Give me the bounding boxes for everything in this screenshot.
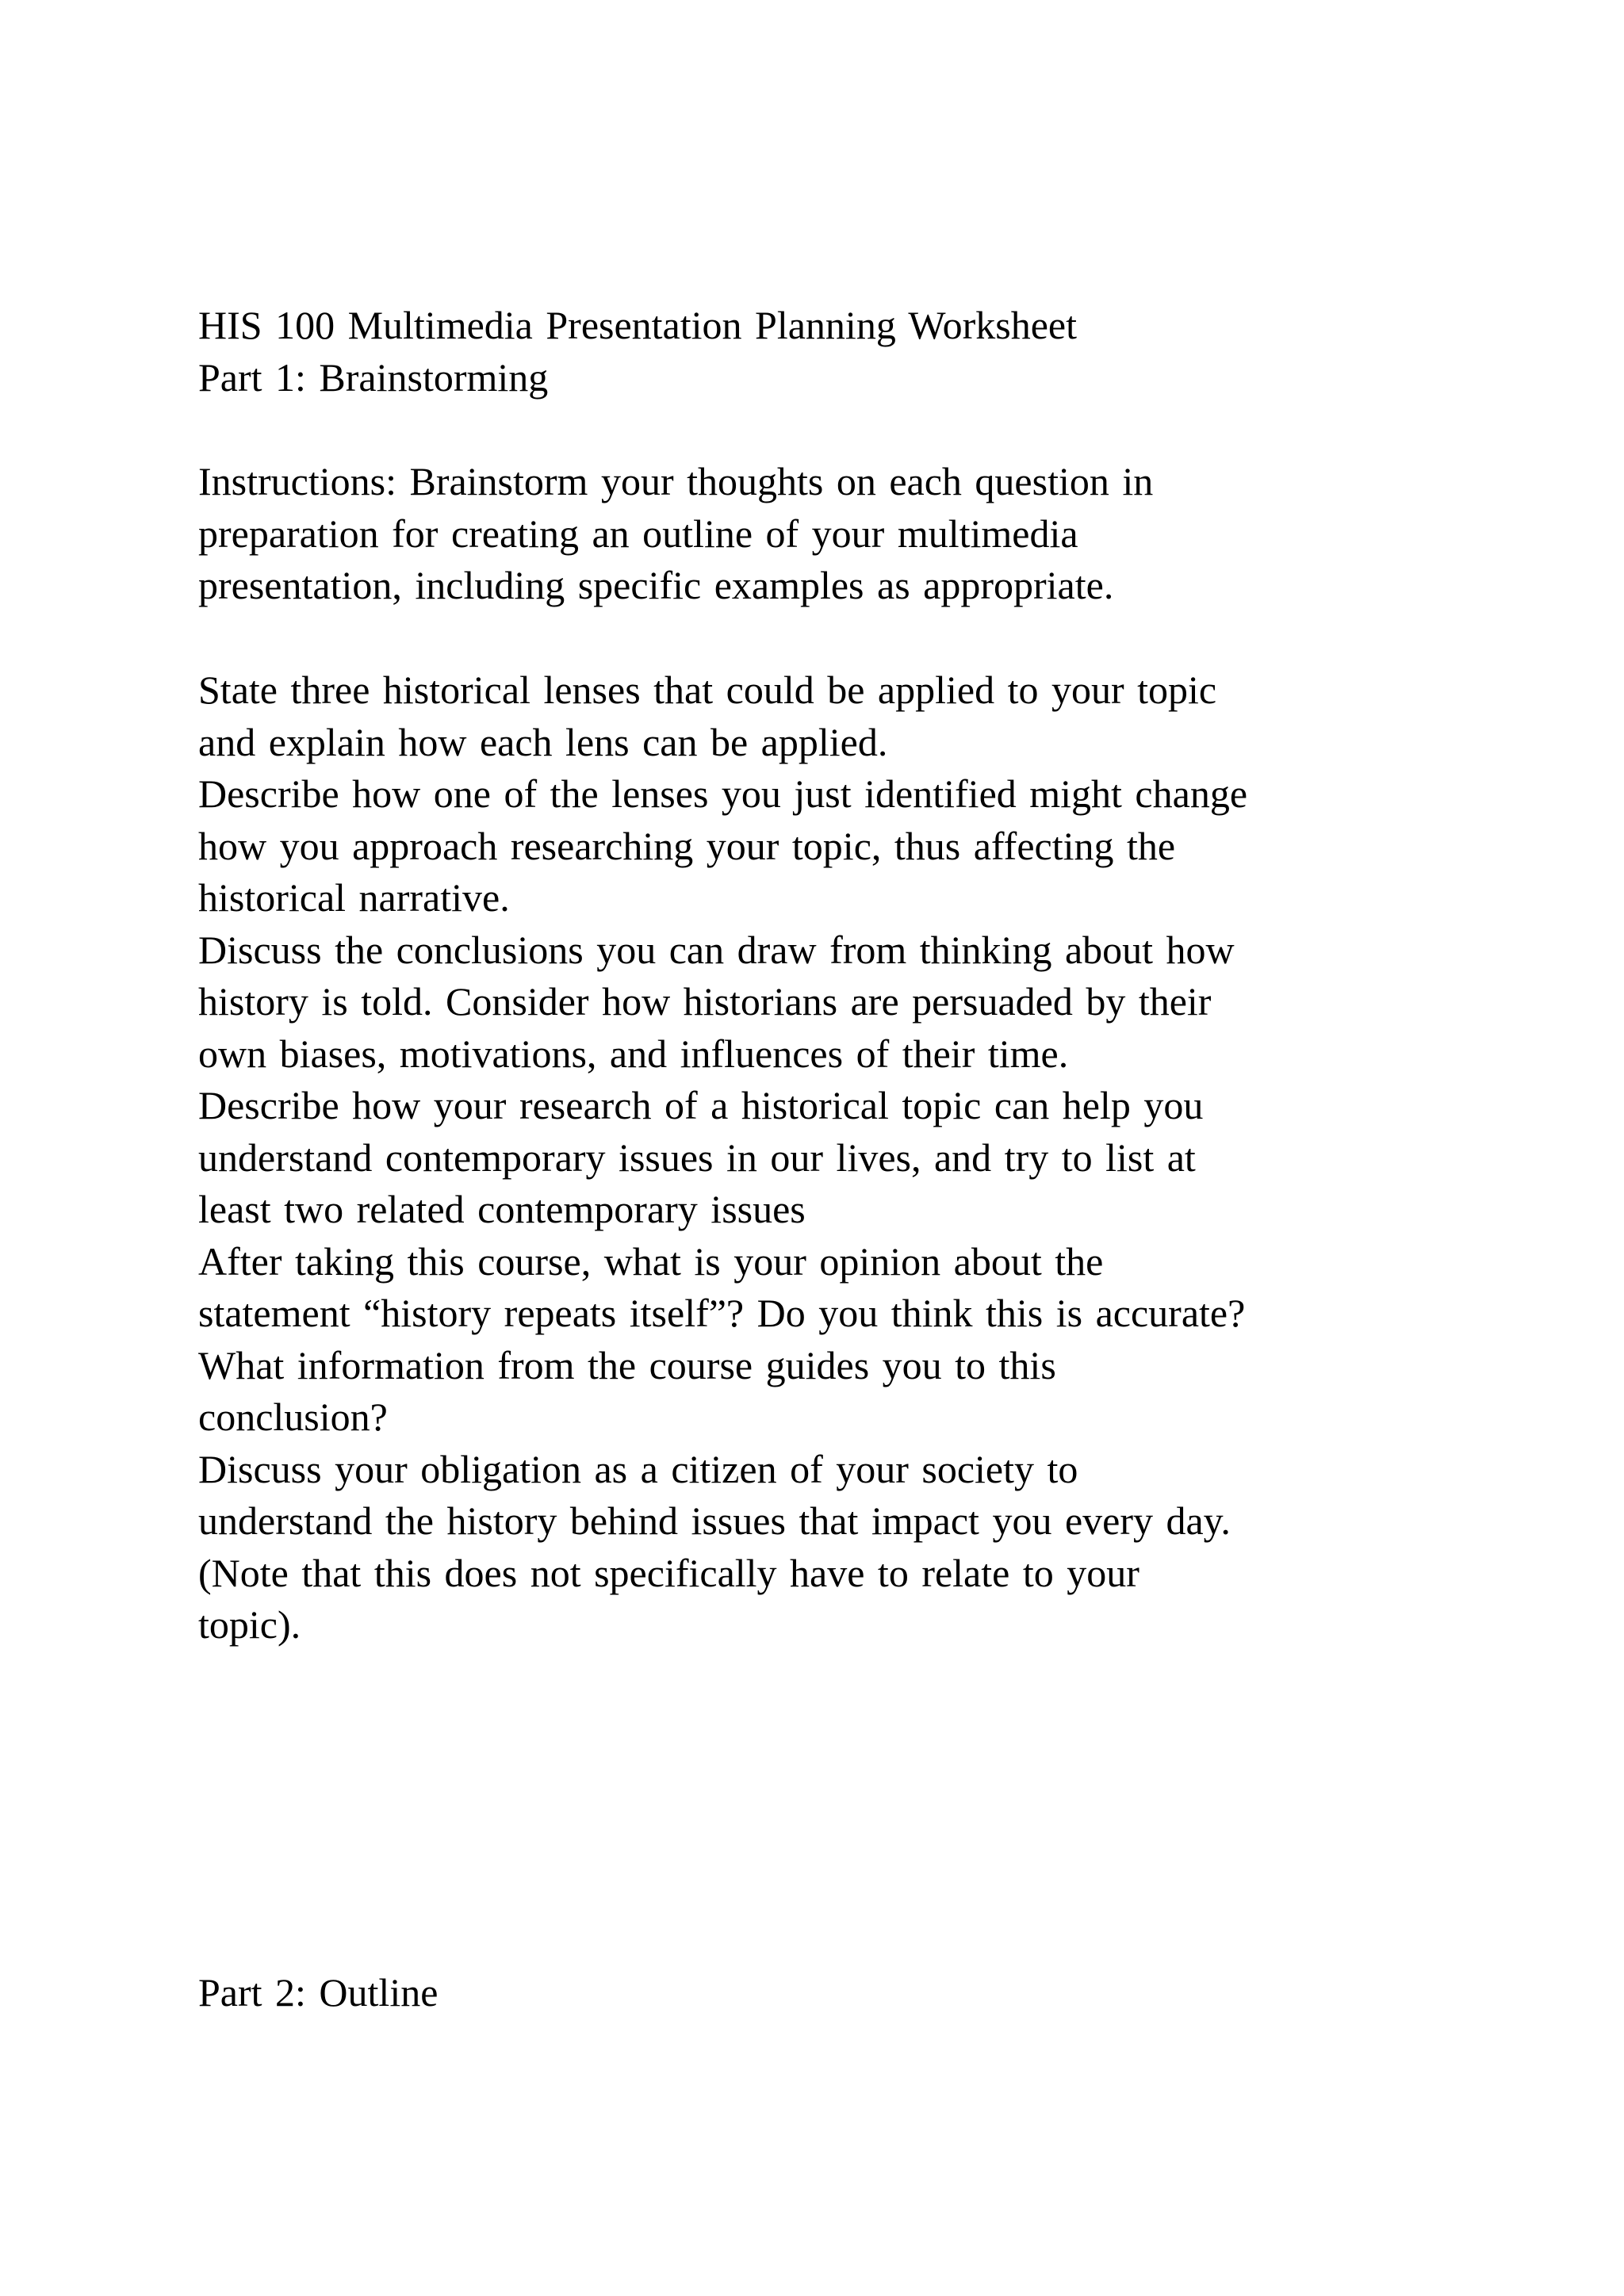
instructions-line: preparation for creating an outline of your multimedia xyxy=(198,511,1078,556)
question-line: understand contemporary issues in our lives, and try to list at xyxy=(198,1135,1196,1180)
instructions-line: presentation, including specific examples as appropriate. xyxy=(198,563,1114,607)
question-line: Describe how your research of a historical topic can help you xyxy=(198,1083,1204,1127)
question-line: own biases, motivations, and influences of their time. xyxy=(198,1031,1069,1076)
question-line: After taking this course, what is your opinion about the xyxy=(198,1238,1104,1284)
worksheet-header xyxy=(198,300,1546,404)
instructions-line: Instructions: Brainstorm your thoughts on each question in xyxy=(198,459,1154,503)
question-line: (Note that this does not specifically have to relate to your xyxy=(198,1550,1139,1595)
question-line: and explain how each lens can be applied. xyxy=(198,719,888,764)
question-line: least two related contemporary issues xyxy=(198,1187,806,1231)
question-line: Discuss your obligation as a citizen of your society to xyxy=(198,1446,1078,1491)
question-line: What information from the course guides you to this xyxy=(198,1342,1056,1387)
worksheet-title: HIS 100 Multimedia Presentation Planning Worksheet xyxy=(198,303,1077,347)
question-line: historical narrative. xyxy=(198,875,510,920)
question-line: statement “history repeats itself”? Do you think this is accurate? xyxy=(198,1291,1246,1335)
instructions-paragraph xyxy=(198,456,1546,612)
question-line: history is told. Consider how historians are persuaded by their xyxy=(198,979,1212,1024)
question-line: topic). xyxy=(198,1602,301,1647)
question-line: conclusion? xyxy=(198,1395,388,1439)
question-line: how you approach researching your topic, thus affecting the xyxy=(198,823,1176,868)
question-line: State three historical lenses that could be applied to your topic xyxy=(198,668,1217,712)
question-line: Describe how one of the lenses you just identified might change xyxy=(198,771,1248,816)
part2-heading: Part 2: Outline xyxy=(198,1970,439,2015)
questions-list xyxy=(198,664,1546,1651)
part2-section xyxy=(198,1967,1546,2019)
question-line: understand the history behind issues that impact you every day. xyxy=(198,1498,1231,1543)
part1-heading: Part 1: Brainstorming xyxy=(198,354,549,400)
question-line: Discuss the conclusions you can draw from thinking about how xyxy=(198,927,1235,972)
